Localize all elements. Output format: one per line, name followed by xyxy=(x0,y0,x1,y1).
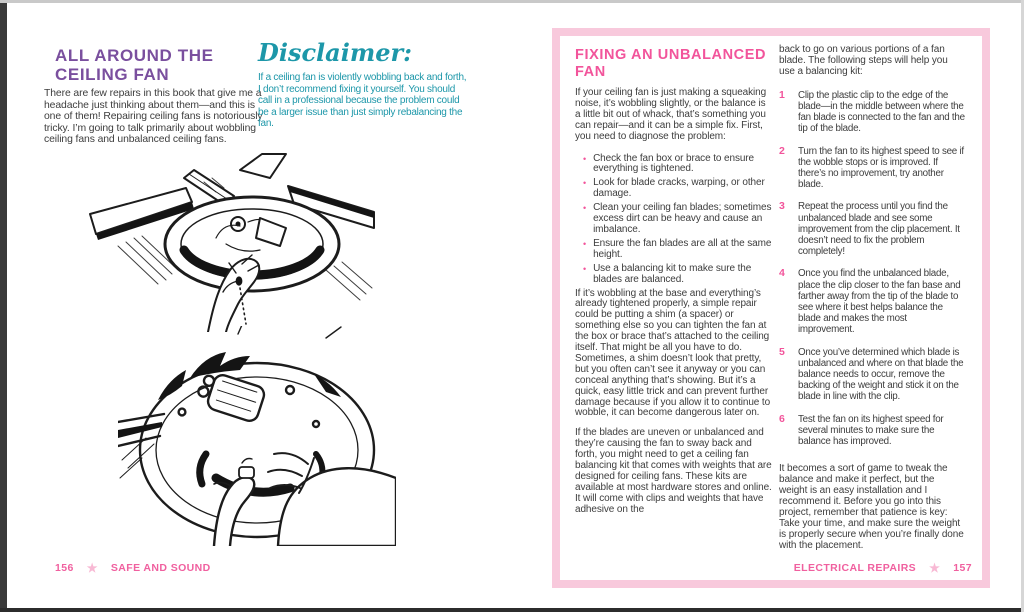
balancing-kit-paragraph: If the blades are uneven or unbalanced and they’re causing the fan to sway back and forth, you might need to get a ceiling fan balancing kit that comes with weights that are designed for ceiling fans. These kits are available at most hardware stores and online. It will come with clips and weights that have adhesive on the xyxy=(575,427,772,515)
bullet-icon: • xyxy=(583,178,587,189)
disclaimer-heading: Disclaimer: xyxy=(258,38,413,67)
step-number: 2 xyxy=(779,144,785,157)
step-number: 1 xyxy=(779,88,785,101)
step-item xyxy=(779,347,965,403)
step-number: 6 xyxy=(779,412,785,425)
bullet-text: Use a balancing kit to make sure the blades are balanced. xyxy=(593,262,752,285)
step-text: Test the fan on its highest speed for several minutes to make sure the balance has improved. xyxy=(798,413,944,447)
page-edge-top xyxy=(0,0,1024,3)
star-icon: ★ xyxy=(929,561,941,575)
right-page-title: FIXING AN UNBALANCED FAN xyxy=(575,47,767,80)
page-edge-left xyxy=(0,0,7,612)
star-icon: ★ xyxy=(86,561,98,575)
bullet-icon: • xyxy=(583,153,587,164)
step-text: Repeat the process until you find the unbalanced blade and see some improvement from the clip placement. It doesn’t need to fix the problem completely! xyxy=(798,201,960,258)
shim-paragraph: If it’s wobbling at the base and everything’s already tightened properly, a simple repair could be putting a shim (a spacer) or something else so you can tighten the fan at the box or brace that’s attached to the ceiling itself. That might be all you have to do. Sometimes, a shim doesn’t look that pretty, but you often can’t see it anyway or you can conceal anything that’s showing. But it’s a quick, easy little trick and can prevent further damage because if you allow it to continue to wobble, it can become dangerous later on. xyxy=(575,287,771,419)
step-item xyxy=(779,268,965,335)
step-item xyxy=(779,414,965,448)
bullet-icon: • xyxy=(583,203,587,214)
step-text: Once you’ve determined which blade is unbalanced and where on that blade the balance needs to occur, remove the backing of the weight and stick it on the blade in line with the clip. xyxy=(798,346,964,403)
list-item xyxy=(575,178,772,200)
step-item xyxy=(779,201,965,257)
right-footer xyxy=(794,561,972,575)
step-number: 3 xyxy=(779,200,785,213)
ceiling-fan-canopy-illustration xyxy=(88,152,378,332)
bullet-icon: • xyxy=(583,263,587,274)
bullet-text: Look for blade cracks, warping, or other damage. xyxy=(593,177,765,200)
bullet-text: Clean your ceiling fan blades; sometimes excess dirt can be heavy and cause an imbalance. xyxy=(593,202,772,235)
disclaimer-body: If a ceiling fan is violently wobbling back and forth, I don’t recommend fixing it yourself. You should call in a professional because the problem could be a larger issue than just simply rebalancing the fan. xyxy=(258,72,467,130)
step-item xyxy=(779,146,965,191)
list-item xyxy=(575,203,772,236)
step-number: 4 xyxy=(779,267,785,280)
left-page-intro: There are few repairs in this book that give me a headache just thinking about them—and this is one of them! Repairing ceiling fans is notoriously tricky. I’m going to talk primarily about wobbling ceiling fans and unbalanced ceiling fans. xyxy=(44,88,263,146)
bullet-text: Ensure the fan blades are all at the same height. xyxy=(593,237,772,260)
step-text: Once you find the unbalanced blade, place the clip closer to the fan base and farther away from the tip of the blade to see where it best helps balance the blade and makes the most improvement. xyxy=(798,268,961,336)
list-item xyxy=(575,264,772,286)
bullet-icon: • xyxy=(583,238,587,249)
list-item xyxy=(575,154,772,176)
left-page-number: 156 xyxy=(55,562,74,574)
column2-intro: back to go on various portions of a fan blade. The following steps will help you use a balancing kit: xyxy=(779,44,948,77)
right-intro: If your ceiling fan is just making a squeaking noise, it’s wobbling slightly, or the balance is a little bit out of whack, that’s something you can repair—and it can be a simple fix. First, you need to diagnose the problem: xyxy=(575,87,767,142)
right-page-column-1 xyxy=(575,47,772,525)
left-page-title: ALL AROUND THE CEILING FAN xyxy=(55,46,214,84)
step-item xyxy=(779,90,965,135)
left-footer xyxy=(55,561,211,575)
list-item xyxy=(575,239,772,261)
fan-repair-hands-illustration xyxy=(118,326,396,546)
right-page-column-2 xyxy=(779,45,965,560)
step-number: 5 xyxy=(779,345,785,358)
page-edge-bottom xyxy=(0,608,1024,612)
right-section-title: ELECTRICAL REPAIRS xyxy=(793,562,917,574)
step-text: Turn the fan to its highest speed to see if the wobble stops or is improved. If there’s no improvement, try another blade. xyxy=(798,145,964,191)
diagnosis-checklist xyxy=(575,154,772,286)
bullet-text: Check the fan box or brace to ensure everything is tightened. xyxy=(593,152,755,175)
left-section-title: SAFE AND SOUND xyxy=(110,562,211,574)
closing-paragraph: It becomes a sort of game to tweak the balance and make it perfect, but the weight is an easy installation and I recommend it. Before you go into this project, remember that patience is key: Take your time, and make sure the weight is properly secure when you’re finally done with the placement. xyxy=(779,463,964,551)
balancing-kit-steps xyxy=(779,90,965,447)
right-page-number: 157 xyxy=(953,562,972,574)
step-text: Clip the plastic clip to the edge of the blade—in the middle between where the fan blade is connected to the fan and the tip of the blade. xyxy=(798,89,965,135)
